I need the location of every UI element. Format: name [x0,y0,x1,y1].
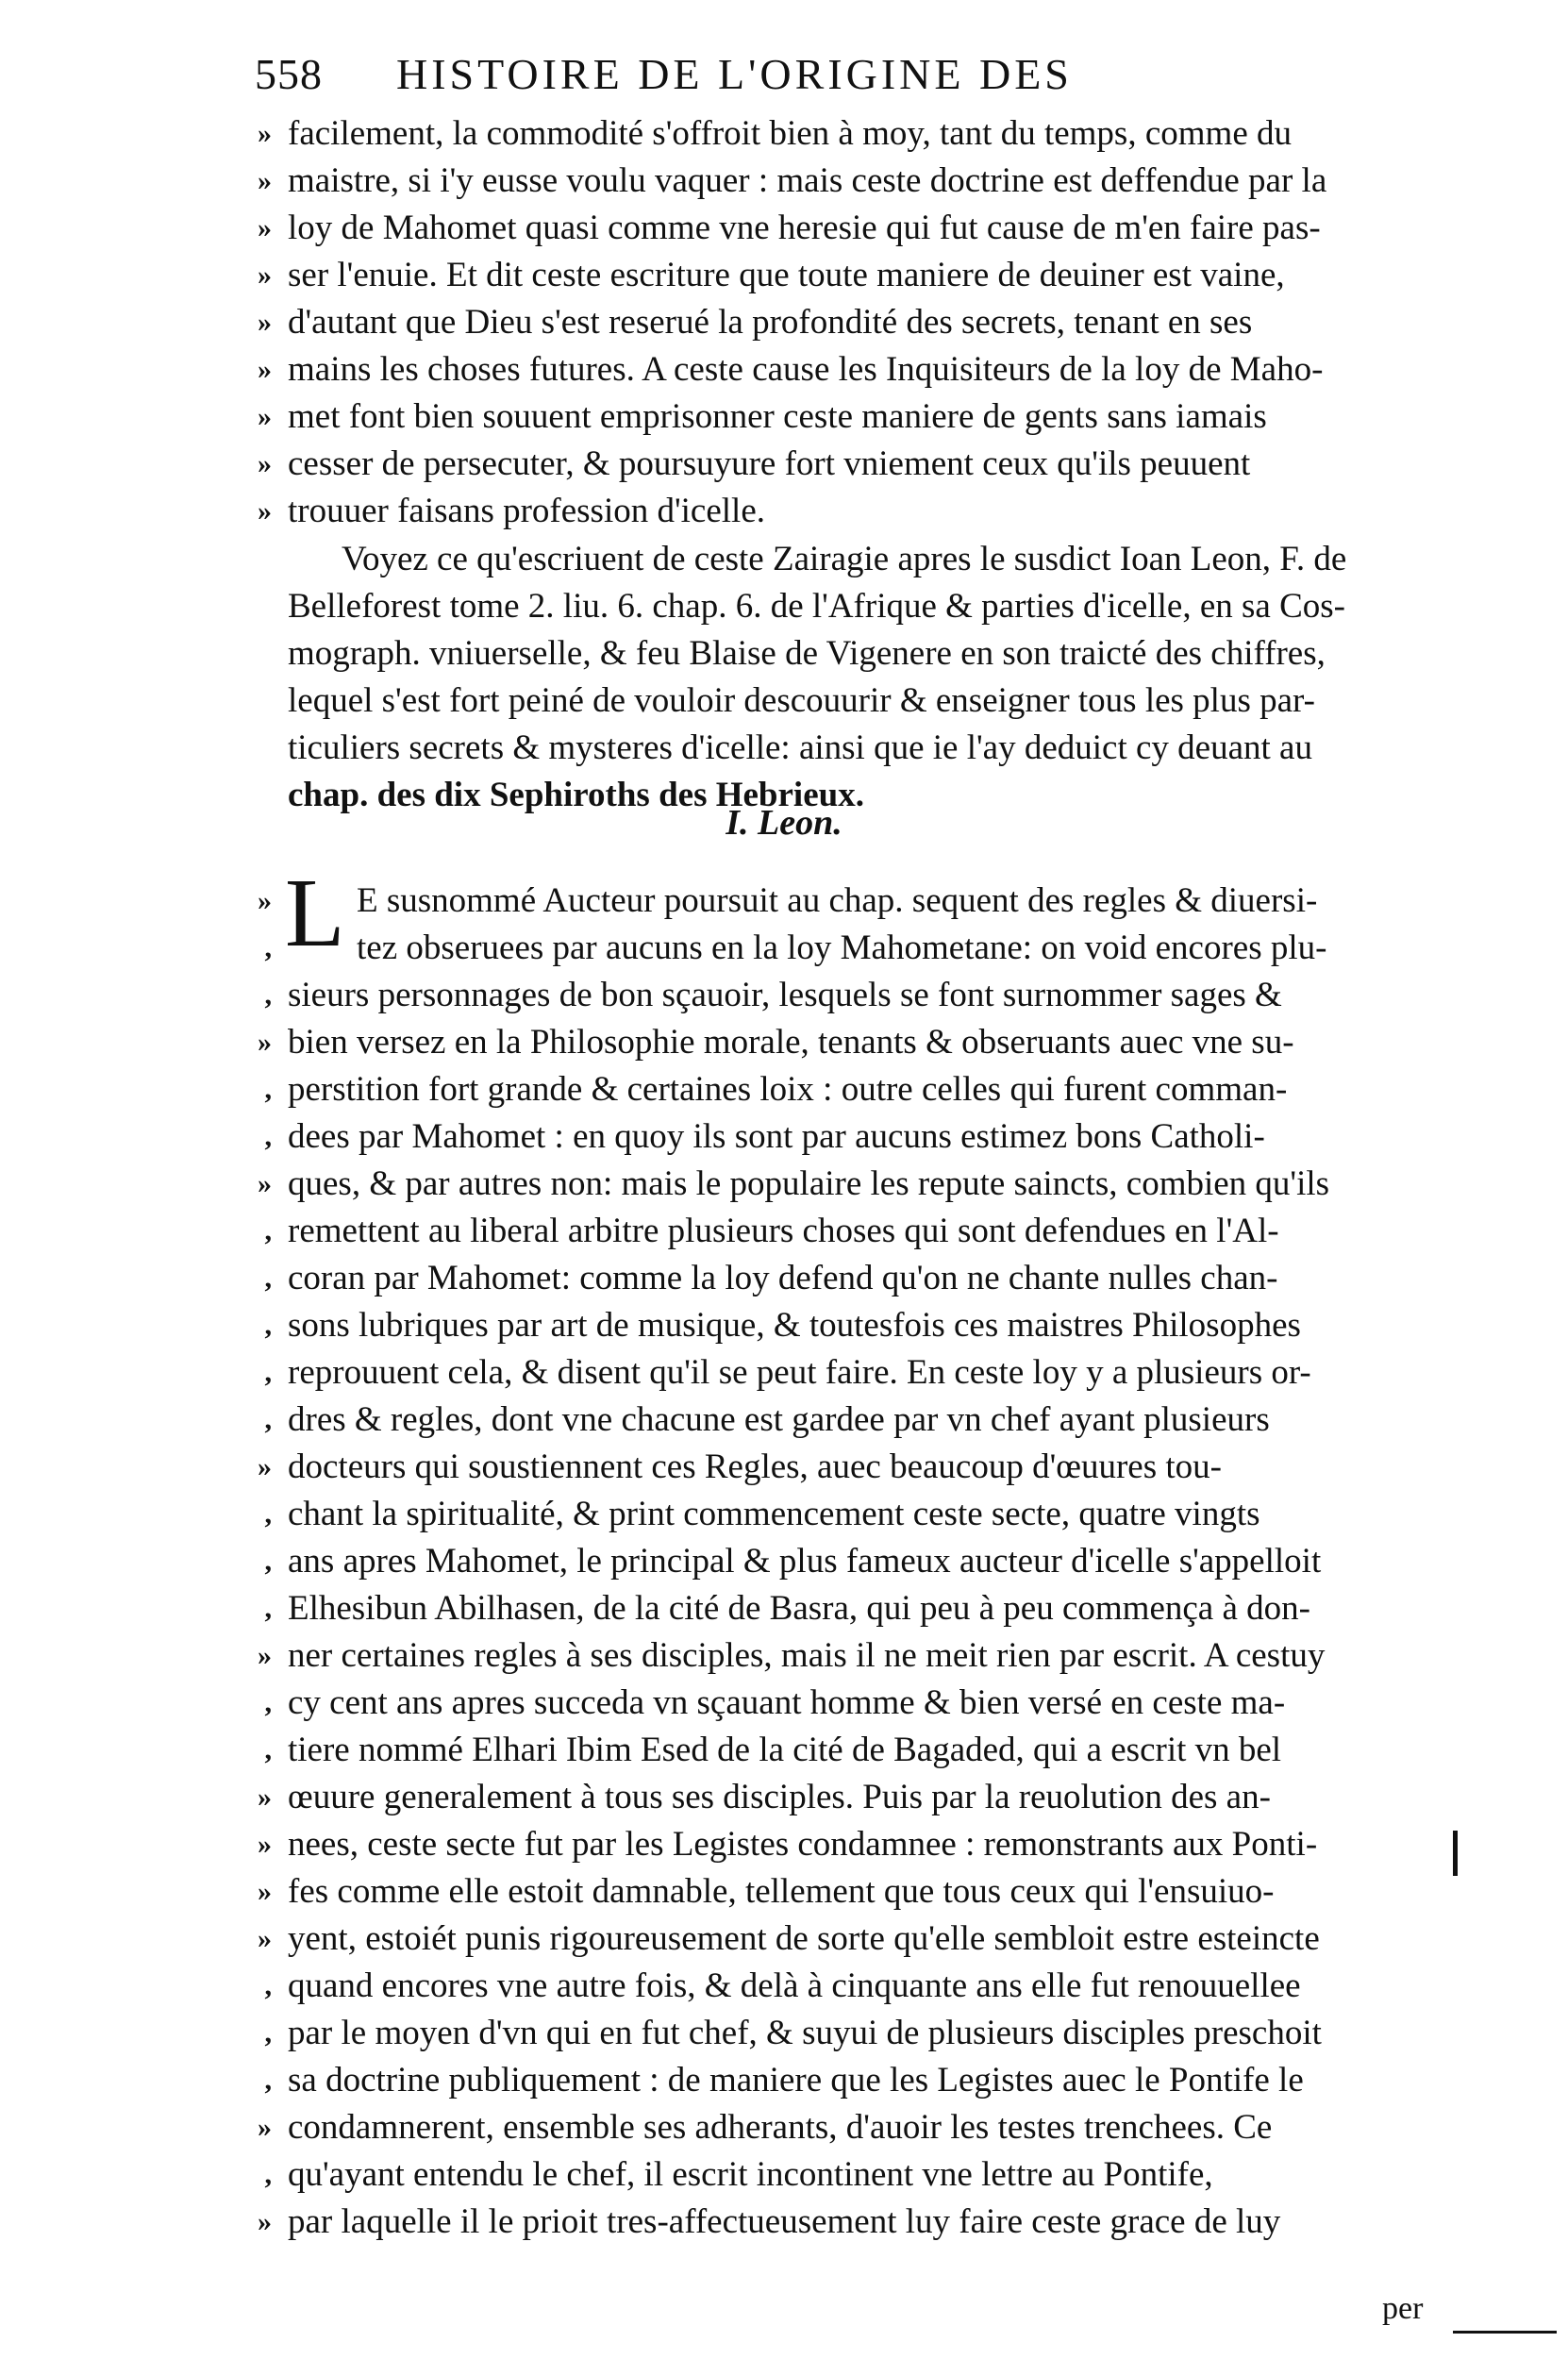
quote-mark: , [264,1357,272,1388]
quote-mark: » [258,1923,272,1954]
text-line: nees, ceste secte fut par les Legistes condamnee : remonstrants aux Ponti- [288,1825,1318,1864]
text-line: chap. des dix Sephiroths des Hebrieux. [288,776,864,814]
page-number: 558 [255,50,323,98]
text-line: ser l'enuie. Et dit ceste escriture que toute maniere de deuiner est vaine, [288,256,1285,294]
text-line: met font bien souuent emprisonner ceste maniere de gents sans iamais [288,397,1267,436]
text-line: cesser de persecuter, & poursuyure fort vniement ceux qu'ils peuuent [288,444,1251,483]
text-line: sa doctrine publiquement : de maniere que les Legistes auec le Pontife le [288,2061,1304,2100]
text-line: E susnommé Aucteur poursuit au chap. sequent des regles & diuersi- [357,881,1318,920]
text-line: tiere nommé Elhari Ibim Esed de la cité de Bagaded, qui a escrit vn bel [288,1731,1282,1769]
quote-mark: , [264,1074,272,1105]
text-line: remettent au liberal arbitre plusieurs choses qui sont defendues en l'Al- [288,1212,1279,1250]
running-head: HISTOIRE DE L'ORIGINE DES [396,50,1073,98]
quote-mark: » [258,1829,272,1860]
text-line: quand encores vne autre fois, & delà à cinquante ans elle fut renouuellee [288,1966,1301,2005]
quote-mark: , [264,932,272,963]
text-line: par le moyen d'vn qui en fut chef, & suyui de plusieurs disciples preschoit [288,2014,1322,2052]
text-line: d'autant que Dieu s'est reserué la profondité des secrets, tenant en ses [288,303,1253,342]
quote-mark: , [264,1970,272,2001]
text-line: Elhesibun Abilhasen, de la cité de Basra, qui peu à peu commença à don- [288,1589,1310,1628]
text-line: œuure generalement à tous ses disciples. Puis par la reuolution des an- [288,1778,1271,1816]
quote-mark: » [258,354,272,385]
text-line: reprouuent cela, & disent qu'il se peut faire. En ceste loy y a plusieurs or- [288,1353,1311,1392]
text-line: facilement, la commodité s'offroit bien à moy, tant du temps, comme du [288,114,1292,153]
quote-mark: , [264,979,272,1011]
text-line: ner certaines regles à ses disciples, mais il ne meit rien par escrit. A cestuy [288,1636,1326,1675]
text-line: ans apres Mahomet, le principal & plus fameux aucteur d'icelle s'appelloit [288,1542,1322,1581]
text-line: fes comme elle estoit damnable, tellement que tous ceux qui l'ensuiuo- [288,1872,1275,1911]
text-line: docteurs qui soustiennent ces Regles, auec beaucoup d'œuures tou- [288,1447,1222,1486]
quote-mark: » [258,1876,272,1907]
quote-mark: » [258,1027,272,1058]
quote-mark: » [258,495,272,527]
quote-mark: , [264,1546,272,1577]
quote-mark: » [258,1451,272,1482]
quote-mark: » [258,307,272,338]
quote-mark: , [264,1687,272,1718]
quote-mark: , [264,2159,272,2190]
quote-mark: » [258,2112,272,2143]
text-line: sons lubriques par art de musique, & toutesfois ces maistres Philosophes [288,1306,1301,1345]
text-line: lequel s'est fort peiné de vouloir descouurir & enseigner tous les plus par- [288,681,1315,720]
quote-mark: , [264,1404,272,1435]
quote-mark: , [264,1498,272,1530]
text-line: Voyez ce qu'escriuent de ceste Zairagie apres le susdict Ioan Leon, F. de [342,540,1347,578]
text-line: ques, & par autres non: mais le populaire les repute saincts, combien qu'ils [288,1164,1330,1203]
quote-mark: » [258,2206,272,2237]
text-line: par laquelle il le prioit tres-affectueusement luy faire ceste grace de luy [288,2202,1281,2241]
text-line: mains les choses futures. A ceste cause les Inquisiteurs de la loy de Maho- [288,350,1324,389]
quote-mark: » [258,1168,272,1199]
text-line: qu'ayant entendu le chef, il escrit incontinent vne lettre au Pontife, [288,2155,1213,2194]
text-line: chant la spiritualité, & print commencement ceste secte, quatre vingts [288,1495,1260,1533]
text-line: ticuliers secrets & mysteres d'icelle: ainsi que ie l'ay deduict cy deuant au [288,728,1312,767]
scan-artifact-mark [1453,1831,1458,1876]
text-line: trouuer faisans profession d'icelle. [288,492,766,530]
quote-mark: » [258,165,272,196]
text-line: sieurs personnages de bon sçauoir, lesquels se font surnommer sages & [288,976,1282,1014]
text-line: maistre, si i'y eusse voulu vaquer : mais ceste doctrine est deffendue par la [288,161,1327,200]
quote-mark: , [264,1215,272,1246]
text-line: loy de Mahomet quasi comme vne heresie qui fut cause de m'en faire pas- [288,209,1321,247]
quote-mark: , [264,2065,272,2096]
page-header [255,49,1274,106]
quote-mark: , [264,1263,272,1294]
quote-mark: , [264,1734,272,1765]
text-line: perstition fort grande & certaines loix : outre celles qui furent comman- [288,1070,1288,1109]
text-line: mograph. vniuerselle, & feu Blaise de Vigenere en son traicté des chiffres, [288,634,1326,673]
text-line: bien versez en la Philosophie morale, tenants & obseruants auec vne su- [288,1023,1294,1062]
text-line: dees par Mahomet : en quoy ils sont par aucuns estimez bons Catholi- [288,1117,1265,1156]
quote-mark: » [258,885,272,916]
quote-mark: » [258,259,272,291]
quote-mark: » [258,212,272,243]
text-line: coran par Mahomet: comme la loy defend qu'on ne chante nulles chan- [288,1259,1278,1297]
quote-mark: » [258,118,272,149]
catchword: per [1382,2291,1424,2326]
drop-initial: L [285,859,345,967]
text-line: yent, estoiét punis rigoureusement de sorte qu'elle sembloit estre esteincte [288,1919,1320,1958]
quote-mark: » [258,401,272,432]
quote-mark: , [264,2017,272,2049]
section-heading: I. Leon. [726,803,842,843]
quote-mark: » [258,1782,272,1813]
text-line: cy cent ans apres succeda vn sçauant homme & bien versé en ceste ma- [288,1683,1286,1722]
text-line: tez obseruees par aucuns en la loy Mahometane: on void encores plu- [357,929,1327,967]
scan-artifact-line [1453,2331,1557,2334]
quote-mark: , [264,1593,272,1624]
quote-mark: » [258,448,272,479]
text-line: Belleforest tome 2. liu. 6. chap. 6. de l'Afrique & parties d'icelle, en sa Cos- [288,587,1345,626]
quote-mark: » [258,1640,272,1671]
quote-mark: , [264,1310,272,1341]
text-line: condamnerent, ensemble ses adherants, d'auoir les testes trenchees. Ce [288,2108,1273,2147]
quote-mark: , [264,1121,272,1152]
text-line: dres & regles, dont vne chacune est gardee par vn chef ayant plusieurs [288,1400,1270,1439]
